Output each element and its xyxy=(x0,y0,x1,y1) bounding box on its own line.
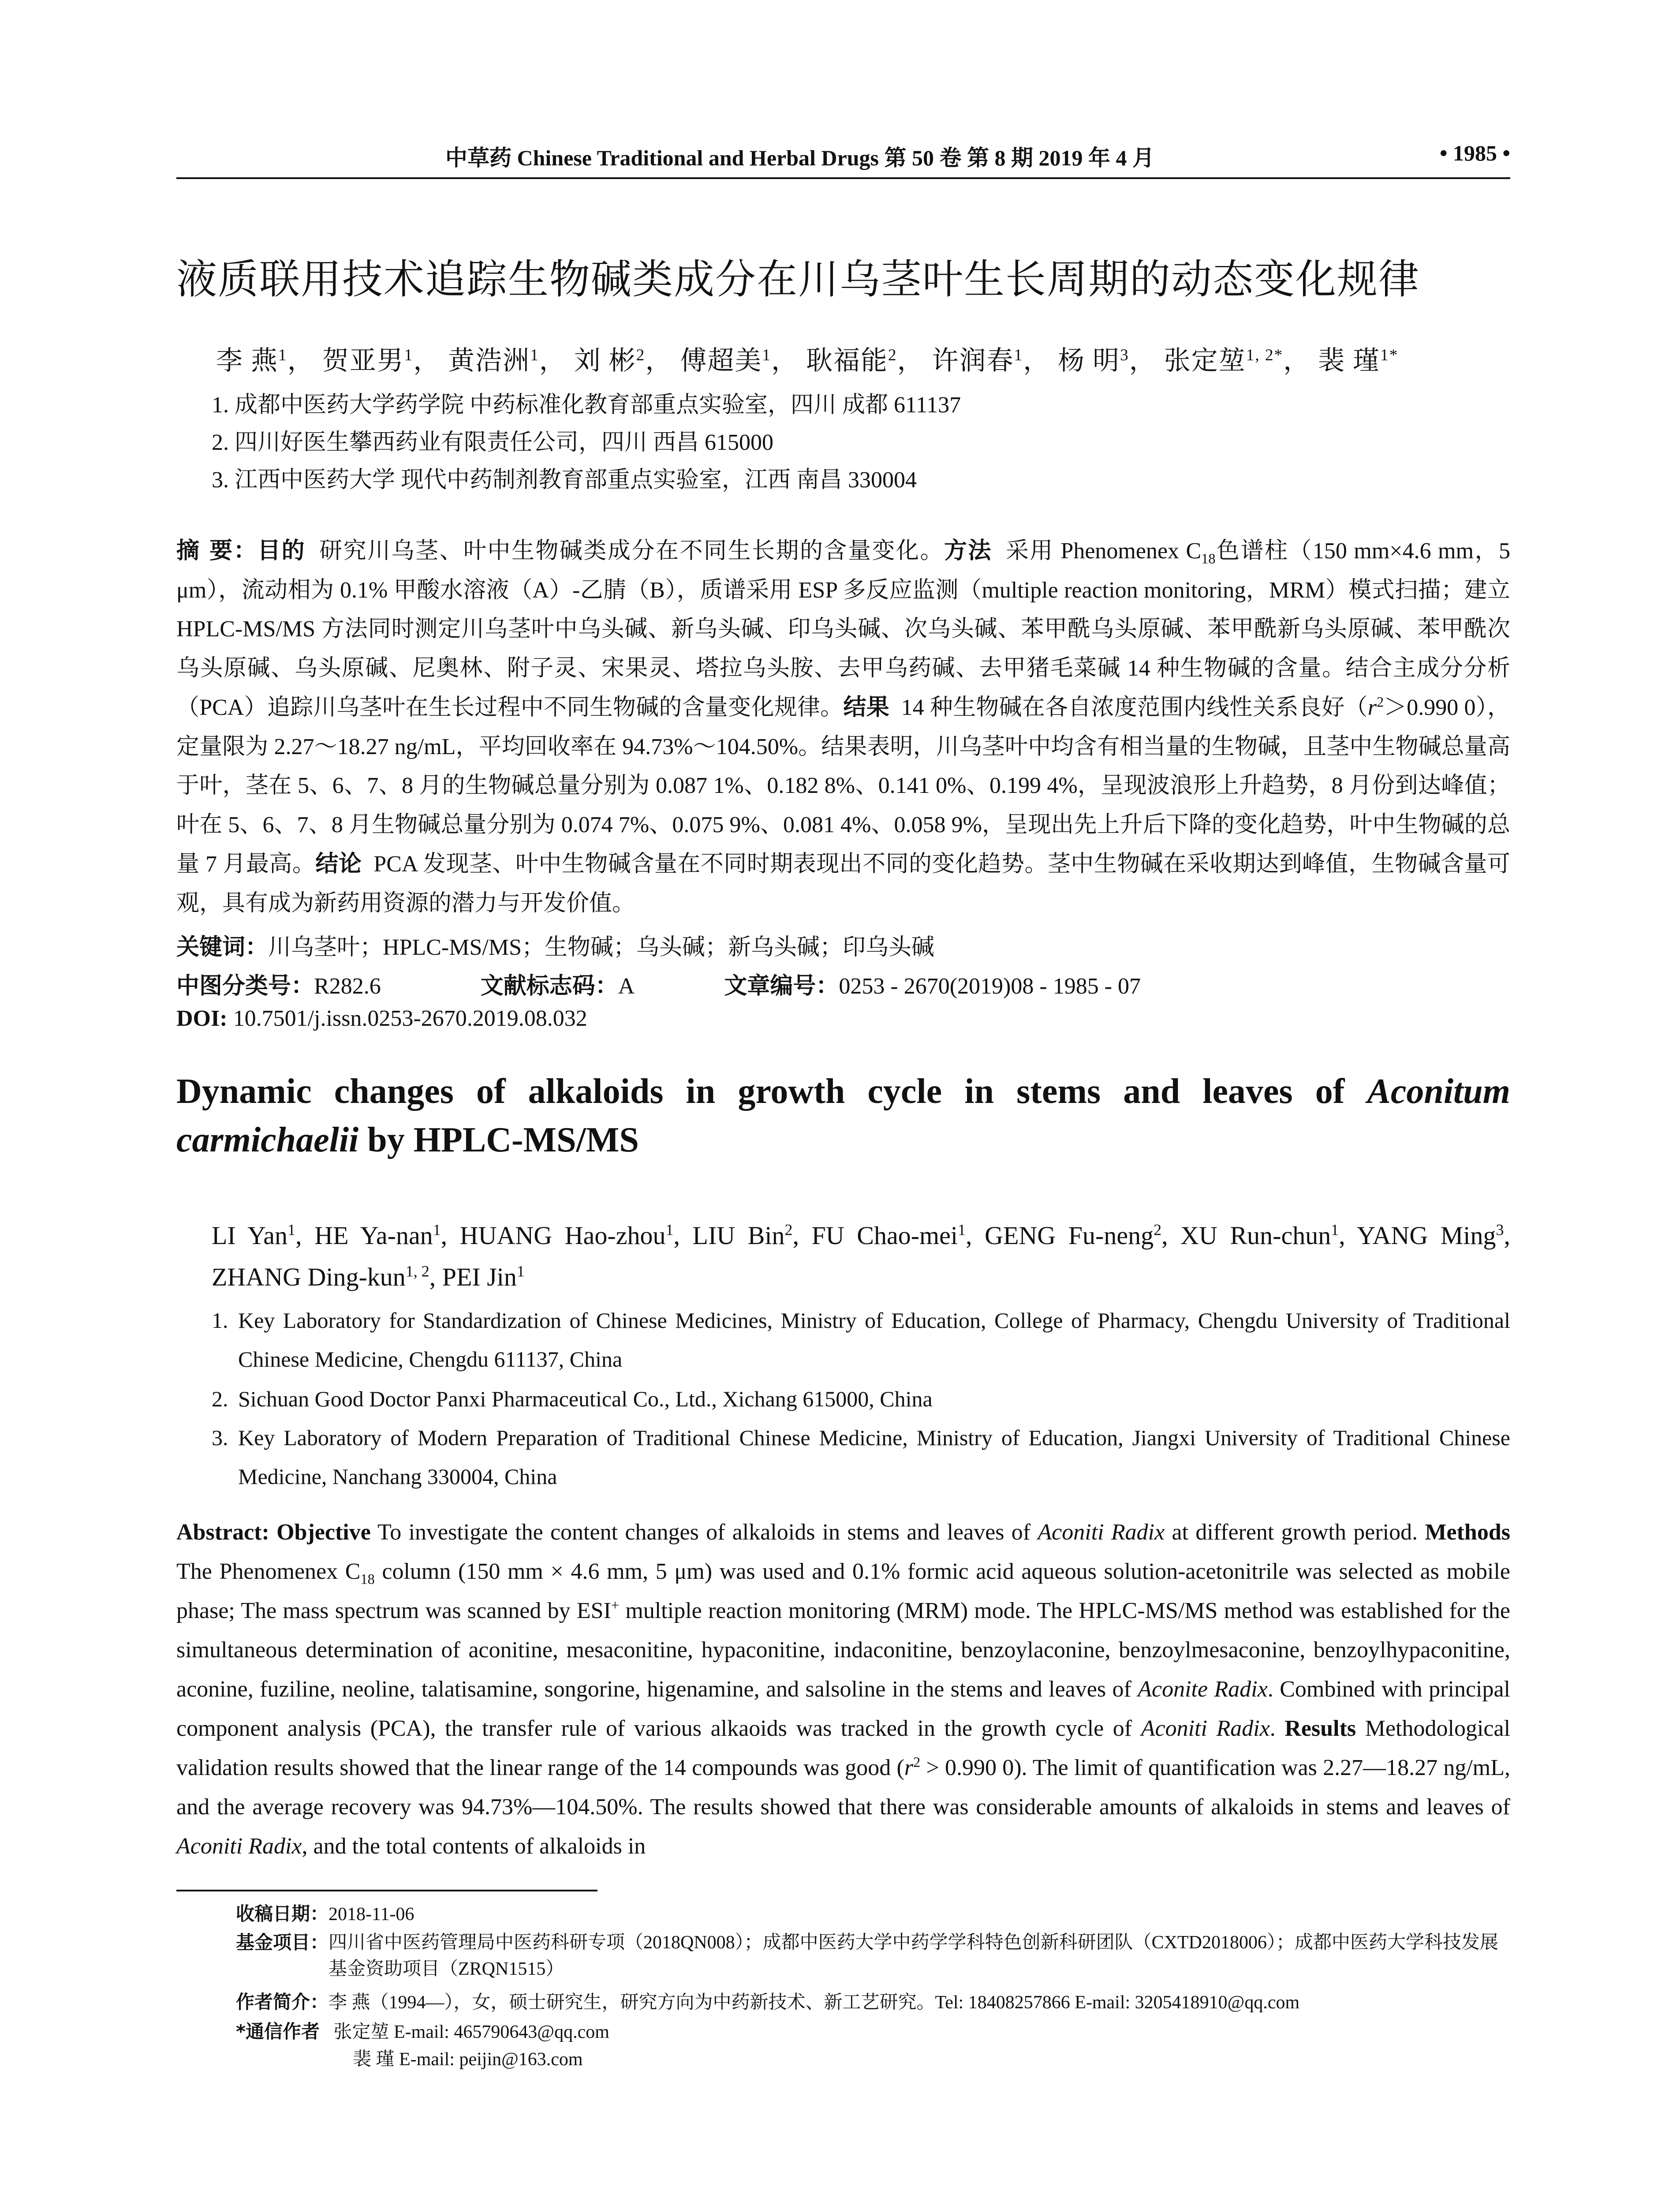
authors-cn: 李 燕$^1$， 贺亚男$^1$， 黄浩洲$^1$， 刘 彬$^2$， 傅超美$^1$， 耿福能$^2$， 许润春$^1$， 杨 明$^3$， 张定堃$^{1, 2*}$， 裴 瑾$^{1*}$ xyxy=(216,346,1399,375)
author-en: YANG Ming xyxy=(1357,1221,1496,1250)
author-en: FU Chao-mei xyxy=(811,1221,958,1250)
title-cn: 液质联用技术追踪生物碱类成分在川乌茎叶生长周期的动态变化规律 xyxy=(176,256,1420,303)
keywords-label: 关键词： xyxy=(176,934,269,960)
author-en: XU Run-chun xyxy=(1180,1221,1331,1250)
conclusion-label: 结论 xyxy=(315,851,362,877)
classification-line: 中图分类号：R282.6 文献标志码：A 文章编号：0253 - 2670(2019)08 - 1985 - 07 xyxy=(176,973,1141,999)
author-en: HUANG Hao-zhou xyxy=(459,1221,666,1250)
author-cn: 杨 明 xyxy=(1058,346,1120,375)
abstract-cn: 摘 要：目的 研究川乌茎、叶中生物碱类成分在不同生长期的含量变化。方法 采用 Phenomenex $C_{18}$色谱柱（150 mm×4.6 mm，5 μm），流动相为 0.1% 甲酸水溶液（A）-乙腈（B），质谱采用 ESP 多反应监测（multiple reaction monitoring，MRM）模式扫描；建立 HPLC-MS/MS 方法同时测定川乌茎叶中乌头碱、新乌头碱、印乌头碱、次乌头碱、苯甲酰乌头原碱、苯甲酰新乌头原碱、苯甲酰次乌头原碱、乌头原碱、尼奥林、附子灵、宋果灵、塔拉乌头胺、去甲乌药碱、去甲猪毛菜碱 14 种生物碱的含量。结合主成分分析（PCA）追踪川乌茎叶在生长过程中不同生物碱的含量变化规律。结果 14 种生物碱在各自浓度范围内线性关系良好（$r^2>0.990$ 0），定量限为 2.27～18.27 ng/mL，平均回收率在 94.73%～104.50%。结果表明，川乌茎叶中均含有相当量的生物碱，且茎中生物碱总量高于叶，茎在 5、6、7、8 月的生物碱总量分别为 0.087 1%、0.182 8%、0.141 0%、0.199 4%，呈现波浪形上升趋势，8 月份到达峰值；叶在 5、6、7、8 月生物碱总量分别为 0.074 7%、0.075 9%、0.081 4%、0.058 9%，呈现出先上升后下降的变化趋势，叶中生物碱的总量 7 月最高。结论 PCA 发现茎、叶中生物碱含量在不同时期表现出不同的变化趋势。茎中生物碱在采收期达到峰值，生物碱含量可观，具有成为新药用资源的潜力与开发价值。 xyxy=(176,538,1511,916)
affiliation-en: 2. Sichuan Good Doctor Panxi Pharmaceutical Co., Ltd., Xichang 615000, China xyxy=(212,1387,933,1411)
running-header xyxy=(176,140,1510,176)
journal-header: 中草药 Chinese Traditional and Herbal Drugs 第 50 卷 第 8 期 2019 年 4 月 xyxy=(445,146,1154,170)
author-cn: 傅超美 xyxy=(680,346,762,375)
footnote-rule xyxy=(176,1890,597,1891)
doi-value: 10.7501/j.issn.0253-2670.2019.08.032 xyxy=(233,1006,587,1031)
affiliation-en: 1. Key Laboratory for Standardization of Chinese Medicines, Ministry of Education, College of Pharmacy, Chengdu University of Traditional Chinese Medicine, Chengdu 611137, China xyxy=(212,1308,1510,1372)
author-cn: 裴 瑾 xyxy=(1318,346,1381,375)
header-rule xyxy=(176,177,1510,179)
footnote-bio: 作者简介：李 燕（1994—），女，硕士研究生，研究方向为中药新技术、新工艺研究。Tel: 18408257866 E-mail: 3205418910@qq.com xyxy=(236,1991,1300,2013)
footnote-corresponding: *通信作者 张定堃 E-mail: 465790643@qq.com xyxy=(236,2021,609,2042)
doi-label: DOI: xyxy=(176,1006,228,1031)
page-number: • 1985 • xyxy=(1439,141,1510,165)
affiliation-cn: 3. 江西中医药大学 现代中药制剂教育部重点实验室，江西 南昌 330004 xyxy=(212,467,917,493)
author-cn: 张定堃 xyxy=(1164,346,1246,375)
affiliation-cn: 1. 成都中医药大学药学院 中药标准化教育部重点实验室，四川 成都 611137 xyxy=(212,392,961,418)
author-en: ZHANG Ding-kun xyxy=(212,1263,406,1291)
author-cn: 黄浩洲 xyxy=(448,346,530,375)
keywords-cn xyxy=(176,928,934,961)
author-en: HE Ya-nan xyxy=(314,1221,433,1250)
authors-en: LI Yan$^1$, HE Ya-nan$^1$, HUANG Hao-zhou$^1$, LIU Bin$^2$, FU Chao-mei$^1$, GENG Fu-neng$^2$, XU Run-chun$^1$, YANG Ming$^3$, ZHANG Ding-kun$^{1, 2}$, PEI Jin$^1$ xyxy=(212,1221,1511,1291)
results-label: 结果 xyxy=(843,694,890,721)
affiliation-en: 3. Key Laboratory of Modern Preparation of Traditional Chinese Medicine, Ministry of Education, Jiangxi University of Traditional Chinese Medicine, Nanchang 330004, China xyxy=(212,1425,1510,1489)
author-en: LIU Bin xyxy=(692,1221,785,1250)
author-cn: 李 燕 xyxy=(216,346,278,375)
footnote-received: 收稿日期：2018-11-06 xyxy=(236,1903,414,1925)
abstract-en: Abstract: Objective To investigate the content changes of alkaloids in stems and leaves of Aconiti Radix at different growth period. Methods The Phenomenex $C_{18}$ column (150 mm × 4.6 mm, 5 μm) was used and 0.1% formic acid aqueous solution-acetonitrile was selected as mobile phase; The mass spectrum was scanned by ESI+ multiple reaction monitoring (MRM) mode. The HPLC-MS/MS method was established for the simultaneous determination of aconitine, mesaconitine, hypaconitine, indaconitine, benzoylaconine, benzoylmesaconine, benzoylhypaconitine, aconine, fuziline, neoline, talatisamine, songorine, higenamine, and salsoline in the stems and leaves of Aconite Radix. Combined with principal component analysis (PCA), the transfer rule of various alkaoids was tracked in the growth cycle of Aconiti Radix. Results Methodological validation results showed that the linear range of the 14 compounds was good ($r^2 > 0.990$ 0). The limit of quantification was 2.27—18.27 ng/mL, and the average recovery was 94.73%—104.50%. The results showed that there was considerable amounts of alkaloids in stems and leaves of Aconiti Radix, and the total contents of alkaloids in xyxy=(176,1520,1511,1859)
methods-label: 方法 xyxy=(944,538,992,564)
abstract-en-label: Abstract: Objective xyxy=(176,1520,371,1545)
author-en: PEI Jin xyxy=(442,1263,517,1291)
results-en-label: Results xyxy=(1284,1716,1356,1741)
footnote-corresponding-2: 裴 瑾 E-mail: peijin@163.com xyxy=(353,2049,583,2070)
author-cn: 刘 彬 xyxy=(574,346,636,375)
keywords-text: 川乌茎叶；HPLC-MS/MS；生物碱；乌头碱；新乌头碱；印乌头碱 xyxy=(268,935,935,960)
objective-label: 目的 xyxy=(258,538,306,564)
footnote-fund: 基金项目： 四川省中医药管理局中医药科研专项（2018QN008）；成都中医药大学中药学学科特色创新科研团队（CXTD2018006）；成都中医药大学科技发展基金资助项目（ZRQN1515） xyxy=(236,1932,1499,1979)
author-cn: 许润春 xyxy=(932,346,1014,375)
methods-en-label: Methods xyxy=(1425,1520,1510,1545)
author-cn: 耿福能 xyxy=(806,346,888,375)
author-cn: 贺亚男 xyxy=(322,346,404,375)
author-en: GENG Fu-neng xyxy=(985,1221,1154,1250)
affiliation-cn: 2. 四川好医生攀西药业有限责任公司，四川 西昌 615000 xyxy=(212,430,774,455)
author-en: LI Yan xyxy=(212,1221,287,1250)
abstract-label: 摘 要： xyxy=(176,538,258,564)
doi-line xyxy=(176,1005,587,1031)
title-en: Dynamic changes of alkaloids in growth cycle in stems and leaves of Aconitum carmichaelii by HPLC-MS/MS xyxy=(176,1072,1510,1159)
